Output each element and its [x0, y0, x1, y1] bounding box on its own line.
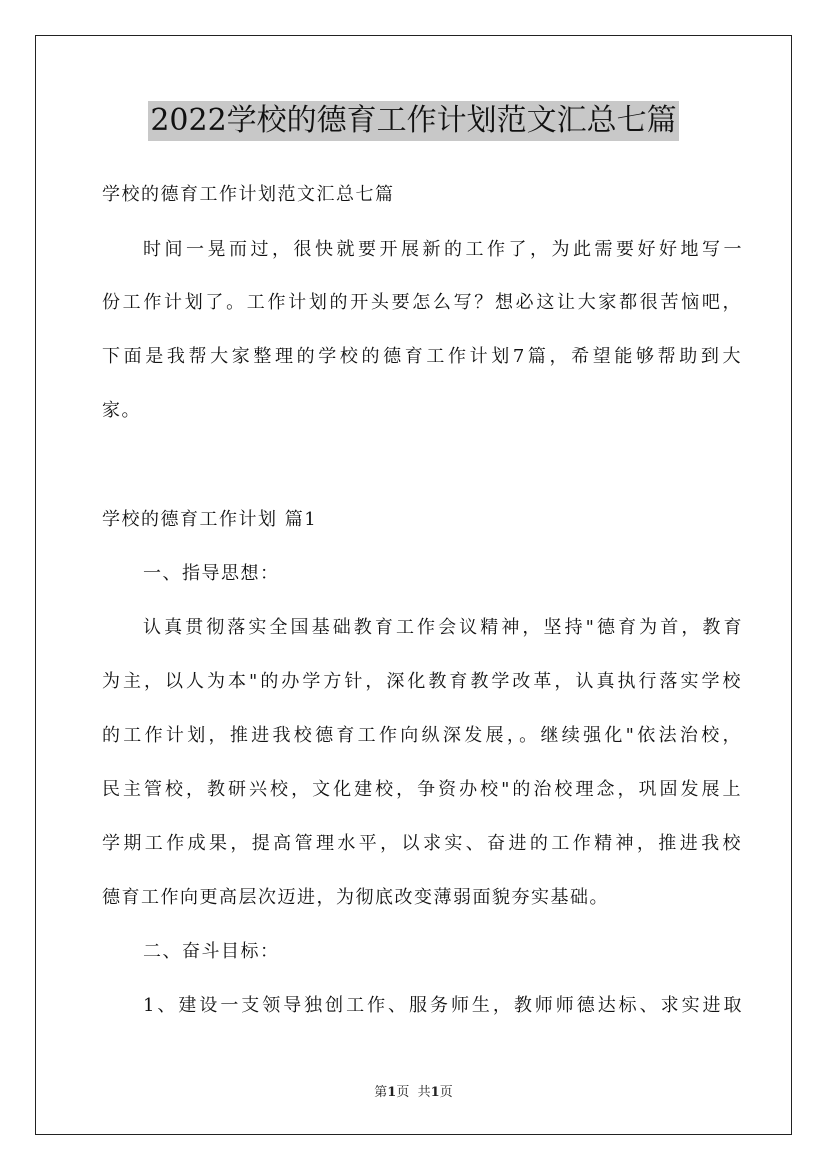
guide-line-2: 为主，以人为本"的办学方针，深化教育教学改革，认真执行落实学校 — [102, 671, 742, 692]
intro-line-4: 家。 — [102, 400, 141, 421]
intro-line-3: 下面是我帮大家整理的学校的德育工作计划7篇，希望能够帮助到大 — [102, 346, 742, 367]
intro-line-2: 份工作计划了。工作计划的开头要怎么写？想必这让大家都很苦恼吧， — [102, 292, 742, 313]
footer-page-label: 第 — [374, 1085, 388, 1100]
footer-total-unit: 页 — [439, 1085, 453, 1100]
intro-line-1: 时间一晃而过，很快就要开展新的工作了，为此需要好好地写一 — [143, 239, 743, 260]
document-title: 2022学校的德育工作计划范文汇总七篇 — [148, 101, 678, 141]
guide-line-6: 德育工作向更高层次迈进，为彻底改变薄弱面貌夯实基础。 — [102, 887, 609, 908]
section-heading: 学校的德育工作计划 篇1 — [102, 509, 318, 530]
subtitle: 学校的德育工作计划范文汇总七篇 — [102, 184, 395, 205]
goal-heading: 二、奋斗目标： — [143, 941, 280, 962]
guide-line-5: 学期工作成果，提高管理水平，以求实、奋进的工作精神，推进我校 — [102, 833, 742, 854]
goal-line-1: 1、建设一支领导独创工作、服务师生，教师师德达标、求实进取 — [143, 995, 743, 1016]
guide-line-4: 民主管校，教研兴校，文化建校，争资办校"的治校理念，巩固发展上 — [102, 779, 742, 800]
footer-page-number: 1 — [387, 1085, 397, 1100]
footer-total-label: 共 — [417, 1085, 431, 1100]
guide-heading: 一、指导思想： — [143, 563, 280, 584]
page-footer — [0, 1085, 827, 1101]
title-container — [0, 101, 827, 141]
footer-page-unit: 页 — [396, 1085, 410, 1100]
guide-line-1: 认真贯彻落实全国基础教育工作会议精神，坚持"德育为首，教育 — [143, 617, 743, 638]
footer-total-number: 1 — [430, 1085, 440, 1100]
guide-line-3: 的工作计划，推进我校德育工作向纵深发展，。继续强化"依法治校， — [102, 725, 742, 746]
